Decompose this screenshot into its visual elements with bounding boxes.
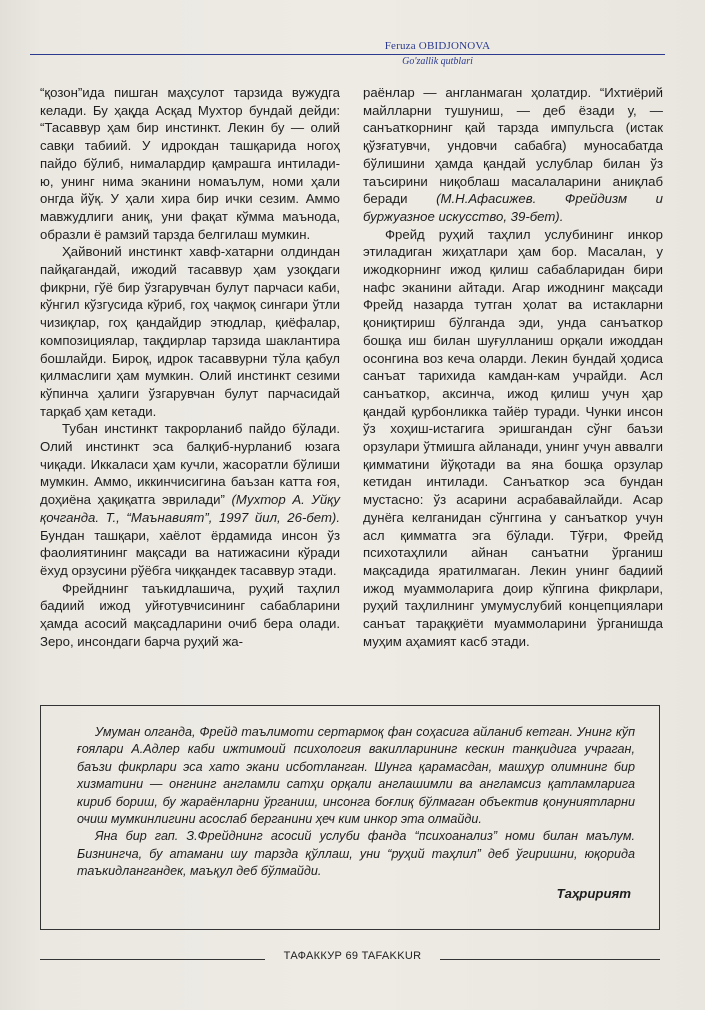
left-paragraph-3-text: Тубан инстинкт такрорланиб пайдо бўлади. Олий инстинкт эса балқиб-нурланиб юзага чиқади. Иккаласи ҳам кучли, жасоратли бўлиши мумкин. Аммо, иккинчисигина баъзан катта ғоя, доҳиёна ҳақиқатга эврилади”	[40, 421, 340, 508]
footer-text: ТАФАККУР 69 TAFAKKUR	[283, 950, 422, 962]
footer-rule-left	[40, 959, 265, 960]
left-citation: (Мухтор А. Уйқу қочганда. Т., “Маънавият”, 1997 йил, 26-бет).	[40, 492, 340, 525]
header-rule	[30, 54, 665, 55]
editorial-paragraph-1: Умуман олганда, Фрейд таълимоти сертармоқ фан соҳасига айланиб кетган. Унинг кўп ғоялари А.Адлер каби ижтимоий психология вакилларининг кескин танқидига учраган, баъзи фикрлари эса хато экани исботланган. Шунга қарамасдан, машҳур олимнинг бир хизматини — онгнинг англамли сатҳи орқали англашимли ва англамсиз қатламларига кириб бориш, бу жараёнларни ўрганиш, инсонга боғлиқ бўлмаган объектив қонуниятларни очиш мумкинлигини асослаб берганини ҳеч ким инкор эта олмайди.	[77, 725, 635, 827]
right-paragraph-2: Фрейд руҳий таҳлил услубининг инкор этиладиган жиҳатлари ҳам бор. Масалан, у ижодкорнинг ижод қилиш сабабларидан бири нафс эканини айтади. Агар ижоднинг мақсади Фрейд назарда тутган ҳолат ва истакларни қониқтириш бўлганда эди, унда санъаткор бошқа иш билан шуғулланиш орқали ижоддан осонгина воз кеча оларди. Лекин бундай ҳодиса санъат тарихида камдан-кам учрайди. Асл санъаткор, аксинча, ижод қилиш учун ҳар қандай қурбонликка тайёр туради. Чунки инсон ўз хоҳиш-истагига эришгандан сўнг баъзи орзулари ўтмишга айланади, унинг учун аввалги қимматини йўқотади ва яна бошқа орзулар кетидан интилади. Санъаткор эса бундан мустасно: ўз асарини асрабавайлайди. Асар дунёга келганидан сўнггина у санъаткор учун асл қимматга эга бўлади. Тўғри, Фрейд психотаҳлили айнан санъатни ўрганиш мақсадида яратилмаган. Лекин унинг бадиий ижод муаммоларига доир кўпгина фикрлари, руҳий таҳлилнинг умумуслубий концепциялари санъат тараққиёти муаммоларини ўрганишда муҳим аҳамият касб этади.	[363, 226, 663, 649]
left-paragraph-4: Фрейднинг таъкидлашича, руҳий таҳлил бадиий ижод уйғотувчисининг сабабларини ҳамда асосий мақсадларини очиб бера олади. Зеро, инсондаги барча руҳий жа-	[40, 580, 340, 649]
right-citation: (М.Н.Афасижев. Фрейдизм и буржуазное искусство, 39-бет).	[363, 191, 664, 224]
left-paragraph-3-tail: Бундан ташқари, хаёлот ёрдамида инсон ўз фаолиятининг мақсади ва натижасини кўради ёхуд орзусини рўёбга чиққандек тасаввур этади.	[40, 527, 340, 578]
editorial-note-box	[40, 705, 660, 930]
running-header	[270, 40, 605, 67]
right-column	[363, 84, 663, 651]
editorial-paragraph-2: Яна бир гап. З.Фрейднинг асосий услуби фанда “психоанализ” номи билан маълум. Бизнингча, бу атамани шу тарзда қўллаш, уни “руҳий таҳлил” деб ўгиришни, юқорида таъкидлангандек, маъқул деб бўлмайди.	[77, 829, 635, 879]
right-paragraph-1	[363, 84, 663, 226]
header-author: Feruza OBIDJONOVA	[384, 40, 491, 52]
left-paragraph-3	[40, 420, 340, 579]
editorial-signature: Таҳририят	[556, 885, 631, 901]
left-paragraph-2: Ҳайвоний инстинкт хавф-хатарни олдиндан пайқагандай, ижодий тасаввур ҳам узоқдаги фикрни, гўё бир ўзгарувчан булут парчаси каби, кўнгил кўзгусида кўриб, гоҳ чақмоқ сингари ўтли чизиқлар, гоҳ қандайдир этюдлар, қиёфалар, композициялар, тақдирлар тарзида шаклантира бошлайди. Бироқ, идрок тасаввурни тўла қабул қилмаслиги ҳам мумкин. Олий инстинкт сезими кўпинча ҳалиги ўзгарувчан булут парчасидай тарқаб ҳам кетади.	[40, 244, 340, 419]
left-column	[40, 84, 340, 651]
right-paragraph-1-text: раёнлар — англанмаган ҳолатдир. “Ихтиёрий майлларни тушуниш, — деб ёзади у, — санъаткорнинг қай тарзда импульсга (истак қўзғатувчи, ундовчи сабабга) муносабатда бўлишини ҳамда қандай услублар билан ўз таъсирини ниқоблаш масалаларини аниқлаб беради	[363, 85, 663, 207]
header-section: Go'zallik qutblari	[402, 56, 473, 67]
left-paragraph-1: “қозон”ида пишган маҳсулот тарзида вужудга келади. Бу ҳақда Асқад Мухтор бундай дейди: “Тасаввур ҳам бир инстинкт. Лекин бу — олий савқи табиий. У идрокдан ташқарида ногоҳ пайдо бўлиб, нималардир қамрашга интилади-ю, унинг нима эканини номаълум, номи ҳали онгда йўқ. У ҳали хира бир ички сезим. Аммо мавжудлиги аниқ, уни фақат кўмма маънода, образли ё рамзий тарзда белгилаш мумкин.	[40, 85, 340, 242]
footer-rule-right	[440, 959, 660, 960]
page-footer	[0, 950, 705, 966]
